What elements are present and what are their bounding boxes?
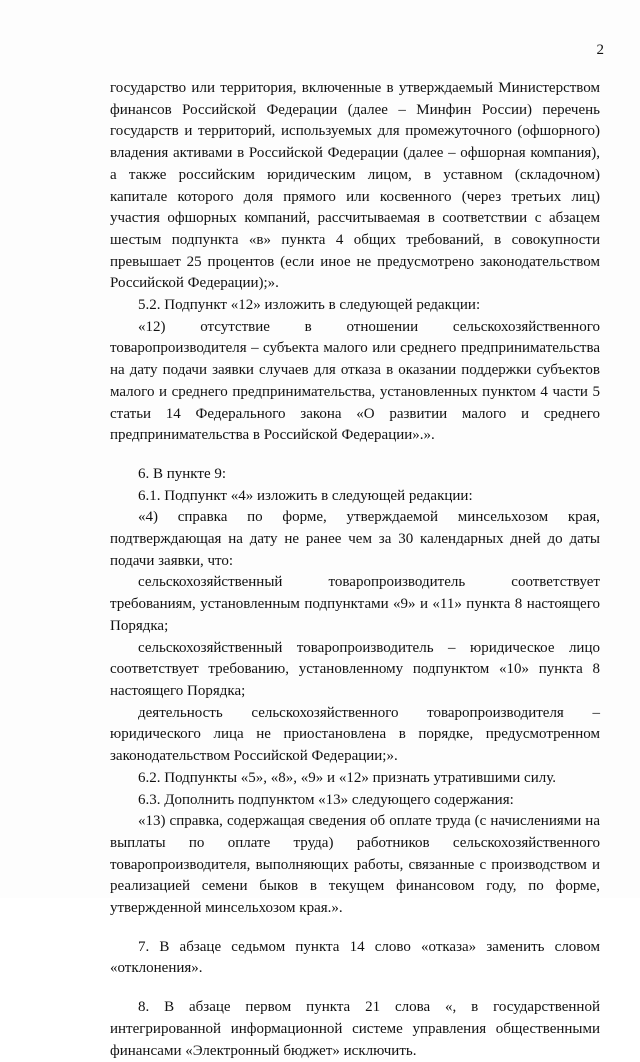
- paragraph-subpoint-4: «4) справка по форме, утверждаемой минсельхозом края, подтверждающая на дату не ранее чем за 30 календарных дней до даты подачи заявки, что:: [110, 509, 600, 569]
- paragraph-offshore: государство или территория, включенные в утверждаемый Министерством финансов Российской Федерации (далее – Минфин России) перечень государств и территорий, используемых для промежуточного (офшорного) владения активами в Российской Федерации (далее – офшорная компания), а также российским юридическим лицом, в уставном (складочном) капитале которого доля прямого или косвенного (через третьих лиц) участия офшорных компаний, рассчитываемая в соответствии с абзацем шестым подпункта «в» пункта 4 общих требований, в совокупности превышает 25 процентов (если иное не предусмотрено законодательством Российской Федерации);».: [110, 80, 600, 292]
- paragraph-subpoint-13: «13) справка, содержащая сведения об оплате труда (с начислениями на выплаты по оплате труда) работников сельскохозяйственного товаропроизводителя, выполняющих работы, связанные с производством и реализацией семени быков в текущем финансовом году, по форме, утвержденной минсельхозом края.».: [110, 813, 600, 917]
- paragraph-6-1: 6.1. Подпункт «4» изложить в следующей редакции:: [138, 487, 473, 504]
- paragraph-7: 7. В абзаце седьмом пункта 14 слово «отказа» заменить словом «отклонения».: [110, 938, 600, 977]
- paragraph-requirement-2: сельскохозяйственный товаропроизводитель – юридическое лицо соответствует требованию, установленному подпунктом «10» пункта 8 настоящего Порядка;: [110, 639, 600, 699]
- paragraph-requirement-3: деятельность сельскохозяйственного товаропроизводителя – юридического лица не приостановлена в порядке, предусмотренном законодательством Российской Федерации;».: [110, 704, 600, 765]
- paragraph-6-2: 6.2. Подпункты «5», «8», «9» и «12» признать утратившими силу.: [138, 769, 556, 786]
- page-number: 2: [596, 42, 604, 58]
- paragraph-6: 6. В пункте 9:: [138, 465, 227, 482]
- document-body: [110, 78, 600, 1062]
- paragraph-6-3: 6.3. Дополнить подпунктом «13» следующего содержания:: [138, 791, 514, 808]
- paragraph-8: 8. В абзаце первом пункта 21 слова «, в государственной интегрированной информационной системе управления общественными финансами «Электронный бюджет» исключить.: [110, 999, 600, 1059]
- paragraph-subpoint-12: «12) отсутствие в отношении сельскохозяйственного товаропроизводителя – субъекта малого или среднего предпринимательства на дату подачи заявки случаев для отказа в оказании поддержки субъектов малого и среднего предпринимательства, установленных пунктом 4 части 5 статьи 14 Федерального закона «О развитии малого и среднего предпринимательства в Российской Федерации».».: [110, 318, 600, 444]
- paragraph-requirement-1: сельскохозяйственный товаропроизводитель соответствует требованиям, установленным подпунктами «9» и «11» пункта 8 настоящего Порядка;: [110, 574, 600, 634]
- paragraph-5-2: 5.2. Подпункт «12» изложить в следующей редакции:: [138, 297, 481, 314]
